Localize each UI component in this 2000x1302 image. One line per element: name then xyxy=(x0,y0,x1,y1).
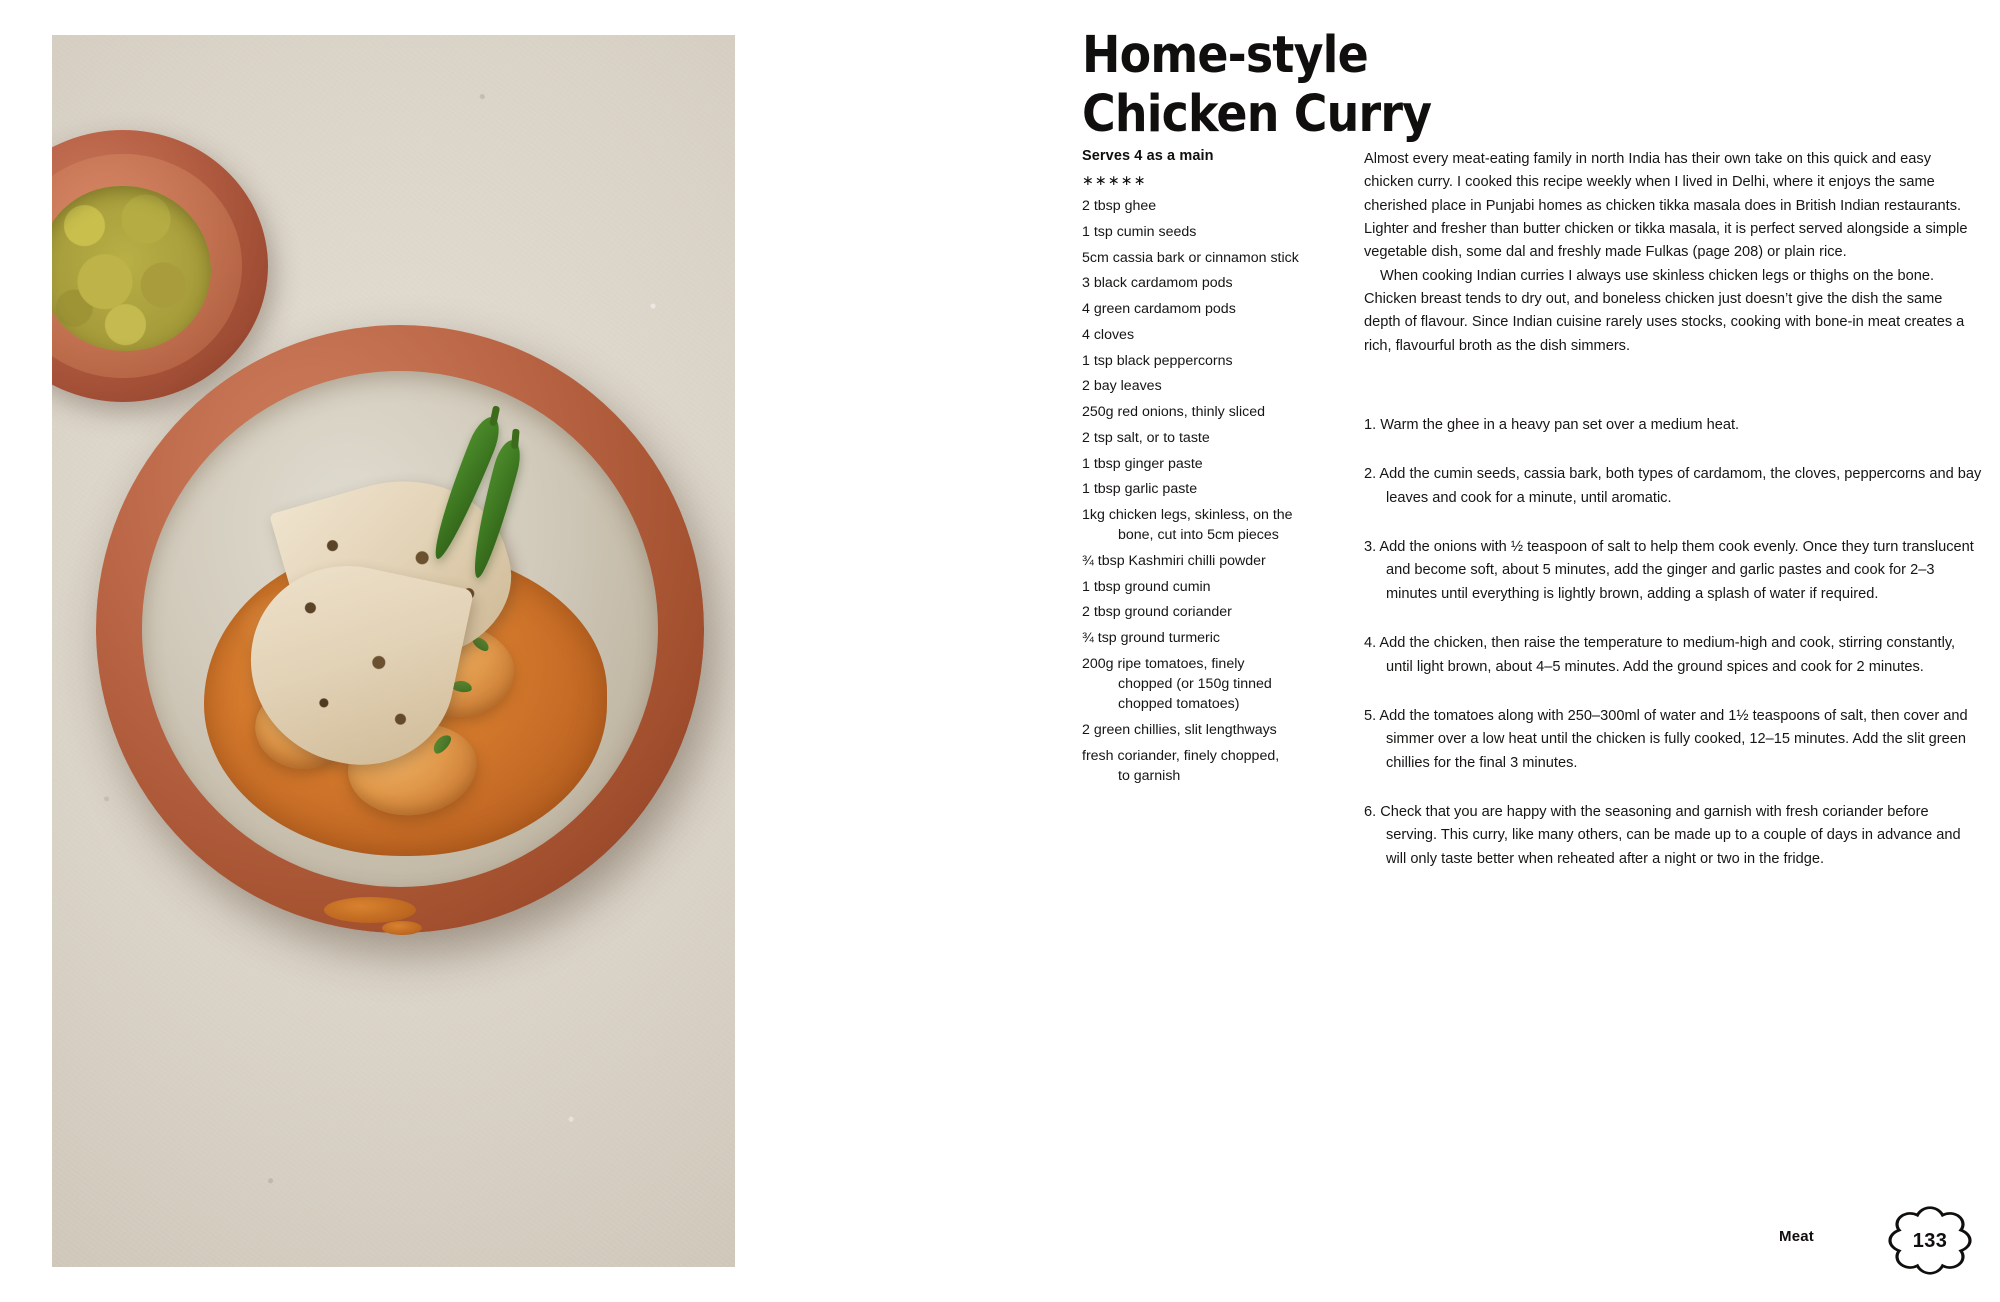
method-step: 6. Check that you are happy with the seasoning and garnish with fresh coriander before serving. This curry, like many others, can be made up to a couple of days in advance and will only taste better when reheated after a night or two in the fridge. xyxy=(1364,803,1961,867)
introduction xyxy=(1364,148,1982,358)
ingredient-item xyxy=(1082,654,1332,714)
method-step: 2. Add the cumin seeds, cassia bark, both types of cardamom, the cloves, peppercorns and bay leaves and cook for a minute, until aromatic. xyxy=(1364,466,1982,506)
ingredient-item xyxy=(1082,402,1332,422)
chilli-stem xyxy=(510,428,519,449)
ingredients-list xyxy=(1082,196,1332,786)
ingredient-item xyxy=(1082,720,1332,740)
recipe-text-page xyxy=(1060,0,2000,1302)
ingredient-text: 1kg chicken legs, skinless, on the xyxy=(1082,507,1293,523)
ingredient-text: fresh coriander, finely chopped, xyxy=(1082,747,1280,764)
ingredient-text: 2 tbsp ghee xyxy=(1082,198,1157,214)
ingredient-item xyxy=(1082,479,1332,499)
ingredient-text: ¾ tbsp Kashmiri chilli powder xyxy=(1082,552,1266,569)
intro-paragraph: Almost every meat-eating family in north India has their own take on this quick and easy chicken curry. I cooked this recipe weekly when I lived in Delhi, where it enjoys the same cherished place in Punjabi homes as chicken tikka masala does in British Indian restaurants. Lighter and fresher than butter chicken or tikka masala, it is perfect served alongside a simple vegetable dish, some dal and freshly made Fulkas (page 208) or plain rice. xyxy=(1364,151,1968,261)
page-number: 133 xyxy=(1912,1229,1948,1252)
recipe-columns xyxy=(1082,140,1982,897)
ingredient-item xyxy=(1082,299,1332,319)
ingredient-item xyxy=(1082,505,1332,545)
page-title xyxy=(1082,26,1842,144)
ingredient-item xyxy=(1082,428,1332,448)
method-step: 4. Add the chicken, then raise the temperature to medium-high and cook, stirring constantly, until light brown, about 4–5 minutes. Add the ground spices and cook for 2 minutes. xyxy=(1364,635,1956,675)
ingredient-item xyxy=(1082,325,1332,345)
photo-backdrop xyxy=(52,35,735,1267)
ingredient-continuation: chopped (or 150g tinned xyxy=(1118,676,1272,693)
ingredient-text: 1 tbsp garlic paste xyxy=(1082,481,1198,498)
ingredient-text: 5cm cassia bark or cinnamon stick xyxy=(1082,249,1299,266)
recipe-title-line-2: Chicken Curry xyxy=(1082,85,1432,145)
ingredient-item xyxy=(1082,273,1332,293)
ingredient-text: ¾ tsp ground turmeric xyxy=(1082,630,1220,647)
ingredient-item xyxy=(1082,454,1332,474)
ingredient-text: 1 tbsp ginger paste xyxy=(1082,455,1203,472)
method-steps xyxy=(1364,414,1982,871)
page-footer xyxy=(1082,1210,2000,1266)
curry-bowl xyxy=(96,325,704,933)
sauce-drip xyxy=(382,921,422,935)
ingredient-item xyxy=(1082,628,1332,648)
page-number-badge xyxy=(1878,1206,1982,1276)
method-step: 1. Warm the ghee in a heavy pan set over a medium heat. xyxy=(1364,417,1740,434)
recipe-photograph xyxy=(52,35,735,1267)
ingredient-text: 2 bay leaves xyxy=(1082,378,1162,395)
ingredient-item xyxy=(1082,577,1332,597)
intro-paragraph: When cooking Indian curries I always use skinless chicken legs or thighs on the bone. Chicken breast tends to dry out, and boneless chicken just doesn’t give the dish the same depth of flavour. Since Indian cuisine rarely uses stocks, cooking with bone-in meat creates a rich, flavourful broth as the dish simmers. xyxy=(1364,267,1965,354)
ingredient-item xyxy=(1082,551,1332,571)
side-dish-bowl-rim xyxy=(52,154,242,377)
method-step: 5. Add the tomatoes along with 250–300ml of water and 1½ teaspoons of salt, then cover and simmer over a low heat until the chicken is fully cooked, 12–15 minutes. Add the slit green chillies for the final 3 minutes. xyxy=(1364,707,1968,771)
ingredients-column xyxy=(1082,140,1332,897)
ingredient-text: 3 black cardamom pods xyxy=(1082,275,1233,292)
ingredient-item xyxy=(1082,746,1332,786)
asterisk-divider: ∗∗∗∗∗ xyxy=(1082,172,1147,188)
ingredient-text: 2 green chillies, slit lengthways xyxy=(1082,721,1277,738)
chilli-stem xyxy=(489,405,500,426)
ingredient-text: 1 tsp black peppercorns xyxy=(1082,352,1233,369)
ingredient-continuation: chopped tomatoes) xyxy=(1118,696,1240,713)
serves-label: Serves 4 as a main xyxy=(1082,148,1214,164)
ingredient-text: 1 tsp cumin seeds xyxy=(1082,223,1197,240)
ingredient-text: 2 tbsp ground coriander xyxy=(1082,604,1232,621)
ingredient-text: 4 green cardamom pods xyxy=(1082,301,1236,317)
ingredient-continuation: to garnish xyxy=(1118,767,1181,784)
ingredient-text: 4 cloves xyxy=(1082,326,1135,343)
ingredient-item xyxy=(1082,248,1332,268)
body-column xyxy=(1332,140,1982,897)
method-step: 3. Add the onions with ½ teaspoon of salt to help them cook evenly. Once they turn translucent and become soft, about 5 minutes, add the ginger and garlic pastes and cook for 2–3 minutes until everything is lightly brown, adding a splash of water if required. xyxy=(1364,539,1974,602)
ingredient-continuation: bone, cut into 5cm pieces xyxy=(1118,527,1279,544)
ingredient-item xyxy=(1082,376,1332,396)
ingredient-item xyxy=(1082,351,1332,371)
ingredient-text: 1 tbsp ground cumin xyxy=(1082,578,1211,595)
ingredient-text: 250g red onions, thinly sliced xyxy=(1082,404,1265,420)
side-dish-vegetables xyxy=(52,186,211,351)
ingredient-item xyxy=(1082,196,1332,216)
ingredient-text: 200g ripe tomatoes, finely xyxy=(1082,655,1245,672)
ingredient-text: 2 tsp salt, or to taste xyxy=(1082,429,1210,446)
ingredient-item xyxy=(1082,222,1332,242)
recipe-title-line-1: Home-style xyxy=(1082,26,1368,85)
curry-bowl-interior xyxy=(142,371,659,888)
chapter-label: Meat xyxy=(1779,1228,1814,1245)
ingredient-item xyxy=(1082,602,1332,622)
sauce-drip xyxy=(324,897,416,923)
